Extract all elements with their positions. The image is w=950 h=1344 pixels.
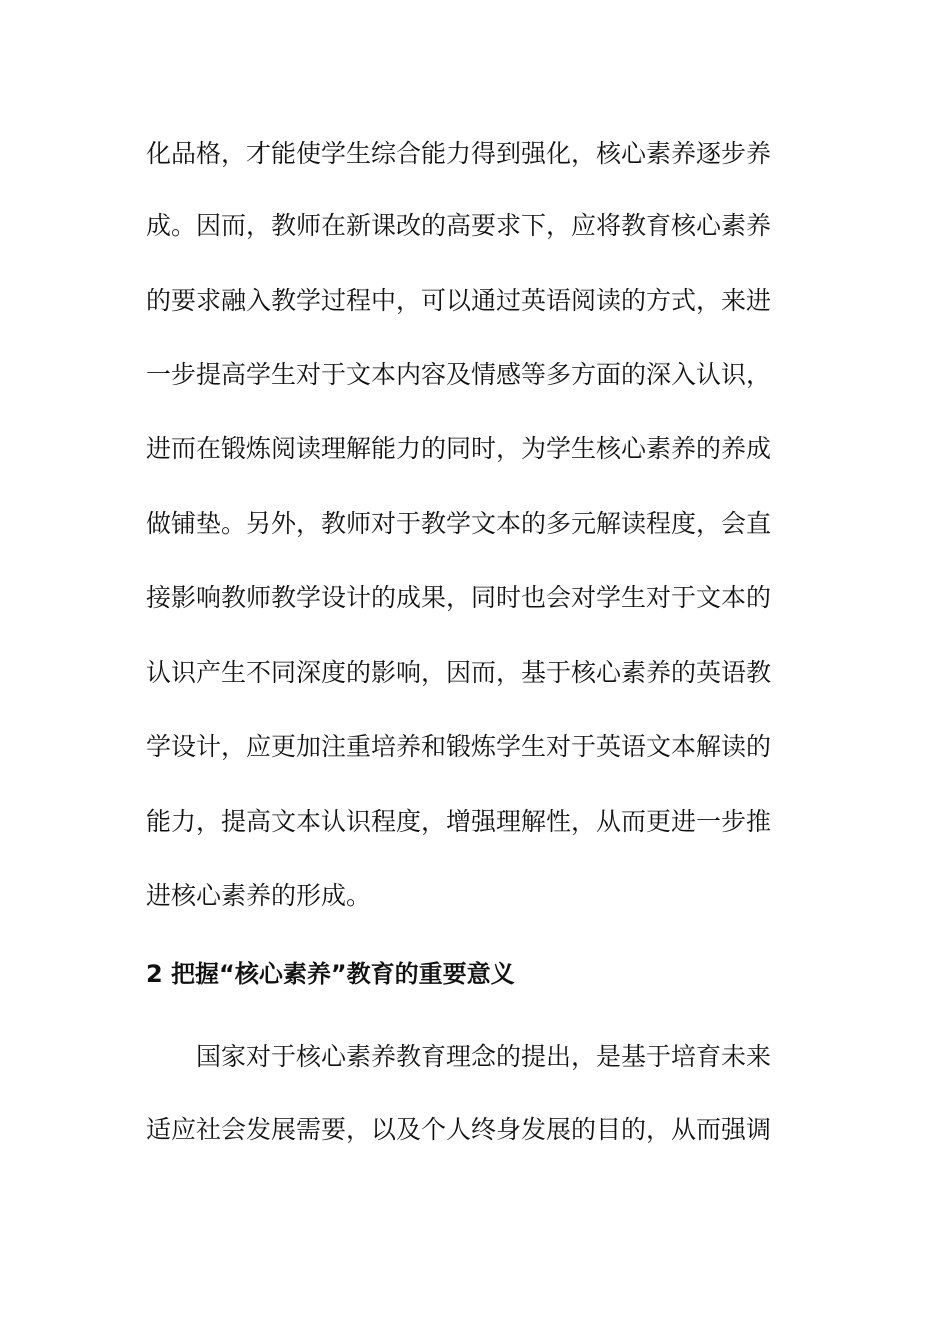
paragraph-line: 适应社会发展需要，以及个人终身发展的目的，从而强调: [146, 1115, 772, 1144]
paragraph-line: 认识产生不同深度的影响，因而，基于核心素养的英语教: [146, 658, 772, 687]
paragraph-line: 做铺垫。另外，教师对于教学文本的多元解读程度，会直: [146, 509, 772, 538]
paragraph-line: 成。因而，教师在新课改的高要求下，应将教育核心素养: [146, 211, 772, 240]
paragraph-line: 国家对于核心素养教育理念的提出，是基于培育未来: [196, 1042, 772, 1071]
paragraph-line: 能力，提高文本认识程度，增强理解性，从而更进一步推: [146, 807, 772, 836]
paragraph-line: 接影响教师教学设计的成果，同时也会对学生对于文本的: [146, 583, 772, 612]
paragraph-line: 一步提高学生对于文本内容及情感等多方面的深入认识，: [146, 360, 772, 389]
paragraph-line: 的要求融入教学过程中，可以通过英语阅读的方式，来进: [146, 286, 772, 315]
paragraph-line: 学设计，应更加注重培养和锻炼学生对于英语文本解读的: [146, 732, 772, 761]
paragraph-line: 进核心素养的形成。: [146, 881, 372, 910]
paragraph-line: 化品格，才能使学生综合能力得到强化，核心素养逐步养: [146, 139, 772, 168]
section-heading: 2 把握“核心素养”教育的重要意义: [146, 960, 515, 988]
paragraph-line: 进而在锻炼阅读理解能力的同时，为学生核心素养的养成: [146, 434, 772, 463]
